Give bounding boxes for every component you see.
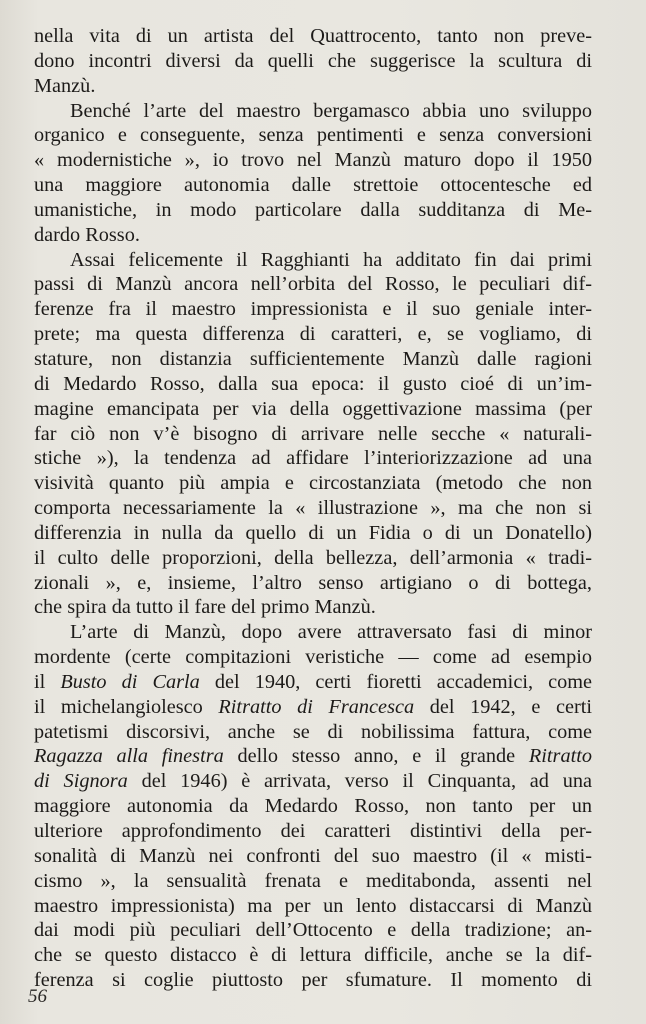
text-line: dai modi più peculiari dell’Ottocento e della tradizione; an- bbox=[34, 919, 592, 942]
text-line: ferenza si coglie piuttosto per sfumature. Il momento di bbox=[34, 969, 592, 992]
artwork-title: di Signora bbox=[34, 770, 128, 793]
artwork-title: Ragazza alla finestra bbox=[34, 745, 224, 768]
text-line: L’arte di Manzù, dopo avere attraversato fasi di minor bbox=[70, 621, 592, 644]
text-line: che se questo distacco è di lettura difficile, anche se la dif- bbox=[34, 944, 592, 967]
text-line: il Busto di Carla del 1940, certi fioretti accademici, come bbox=[34, 670, 593, 693]
text-line: magine emancipata per via della oggettivazione massima (per bbox=[34, 397, 592, 420]
text-line: una maggiore autonomia dalle strettoie ottocentesche ed bbox=[34, 174, 592, 197]
text-line: comporta necessariamente la « illustrazione », ma che non si bbox=[34, 497, 592, 520]
text-line: di Medardo Rosso, dalla sua epoca: il gusto cioé di un’im- bbox=[34, 372, 592, 395]
text-line: organico e conseguente, senza pentimenti e senza conversioni bbox=[34, 124, 592, 147]
text-line: il culto delle proporzioni, della bellezza, dell’armonia « tradi- bbox=[34, 546, 592, 569]
text-line: Assai felicemente il Ragghianti ha additato fin dai primi bbox=[70, 248, 592, 271]
text-line: stiche »), la tendenza ad affidare l’interiorizzazione ad una bbox=[34, 447, 592, 470]
artwork-title: Ritratto di Francesca bbox=[218, 695, 415, 718]
page-number: 56 bbox=[28, 986, 47, 1007]
text-line: Ragazza alla finestra dello stesso anno, e il grande Ritratto bbox=[34, 745, 592, 768]
text-line: zionali », e, insieme, l’altro senso artigiano o di bottega, bbox=[34, 571, 592, 594]
body-text bbox=[34, 24, 592, 993]
text-line: passi di Manzù ancora nell’orbita del Rosso, le peculiari dif- bbox=[34, 273, 592, 296]
text-line: patetismi discorsivi, anche se di nobilissima fattura, come bbox=[34, 720, 592, 743]
text-line: cismo », la sensualità frenata e meditabonda, assenti nel bbox=[34, 869, 592, 892]
text-line: sonalità di Manzù nei confronti del suo maestro (il « misti- bbox=[34, 844, 592, 867]
text-line: stature, non distanzia sufficientemente Manzù dalle ragioni bbox=[34, 347, 592, 370]
text-line: Manzù. bbox=[34, 74, 96, 97]
text-line: far ciò non v’è bisogno di arrivare nelle secche « naturali- bbox=[34, 422, 592, 445]
artwork-title: Ritratto bbox=[528, 745, 592, 768]
text-line: umanistiche, in modo particolare dalla sudditanza di Me- bbox=[34, 198, 592, 221]
text-line: il michelangiolesco Ritratto di Francesca del 1942, e certi bbox=[34, 695, 592, 718]
text-line: dono incontri diversi da quelli che suggerisce la scultura di bbox=[34, 49, 592, 72]
artwork-title: Busto di Carla bbox=[60, 670, 200, 693]
text-line: Benché l’arte del maestro bergamasco abbia uno sviluppo bbox=[70, 99, 592, 122]
text-line: « modernistiche », io trovo nel Manzù maturo dopo il 1950 bbox=[34, 149, 592, 172]
text-line: di Signora del 1946) è arrivata, verso il Cinquanta, ad una bbox=[34, 770, 593, 793]
text-line: nella vita di un artista del Quattrocento, tanto non preve- bbox=[34, 25, 592, 47]
text-line: visività quanto più ampia e circostanziata (metodo che non bbox=[34, 472, 592, 495]
text-line: che spira da tutto il fare del primo Manzù. bbox=[34, 596, 376, 619]
text-line: maggiore autonomia da Medardo Rosso, non tanto per un bbox=[34, 795, 592, 818]
text-line: ulteriore approfondimento dei caratteri distintivi della per- bbox=[34, 820, 592, 842]
text-line: maestro impressionista) ma per un lento distaccarsi di Manzù bbox=[34, 894, 592, 917]
text-line: dardo Rosso. bbox=[34, 223, 140, 246]
text-line: mordente (certe compitazioni veristiche — come ad esempio bbox=[34, 646, 592, 669]
text-line: ferenze fra il maestro impressionista e il suo geniale inter- bbox=[34, 298, 592, 321]
text-line: differenzia in nulla da quello di un Fidia o di un Donatello) bbox=[34, 521, 592, 544]
text-line: prete; ma questa differenza di caratteri, e, se vogliamo, di bbox=[34, 323, 592, 346]
